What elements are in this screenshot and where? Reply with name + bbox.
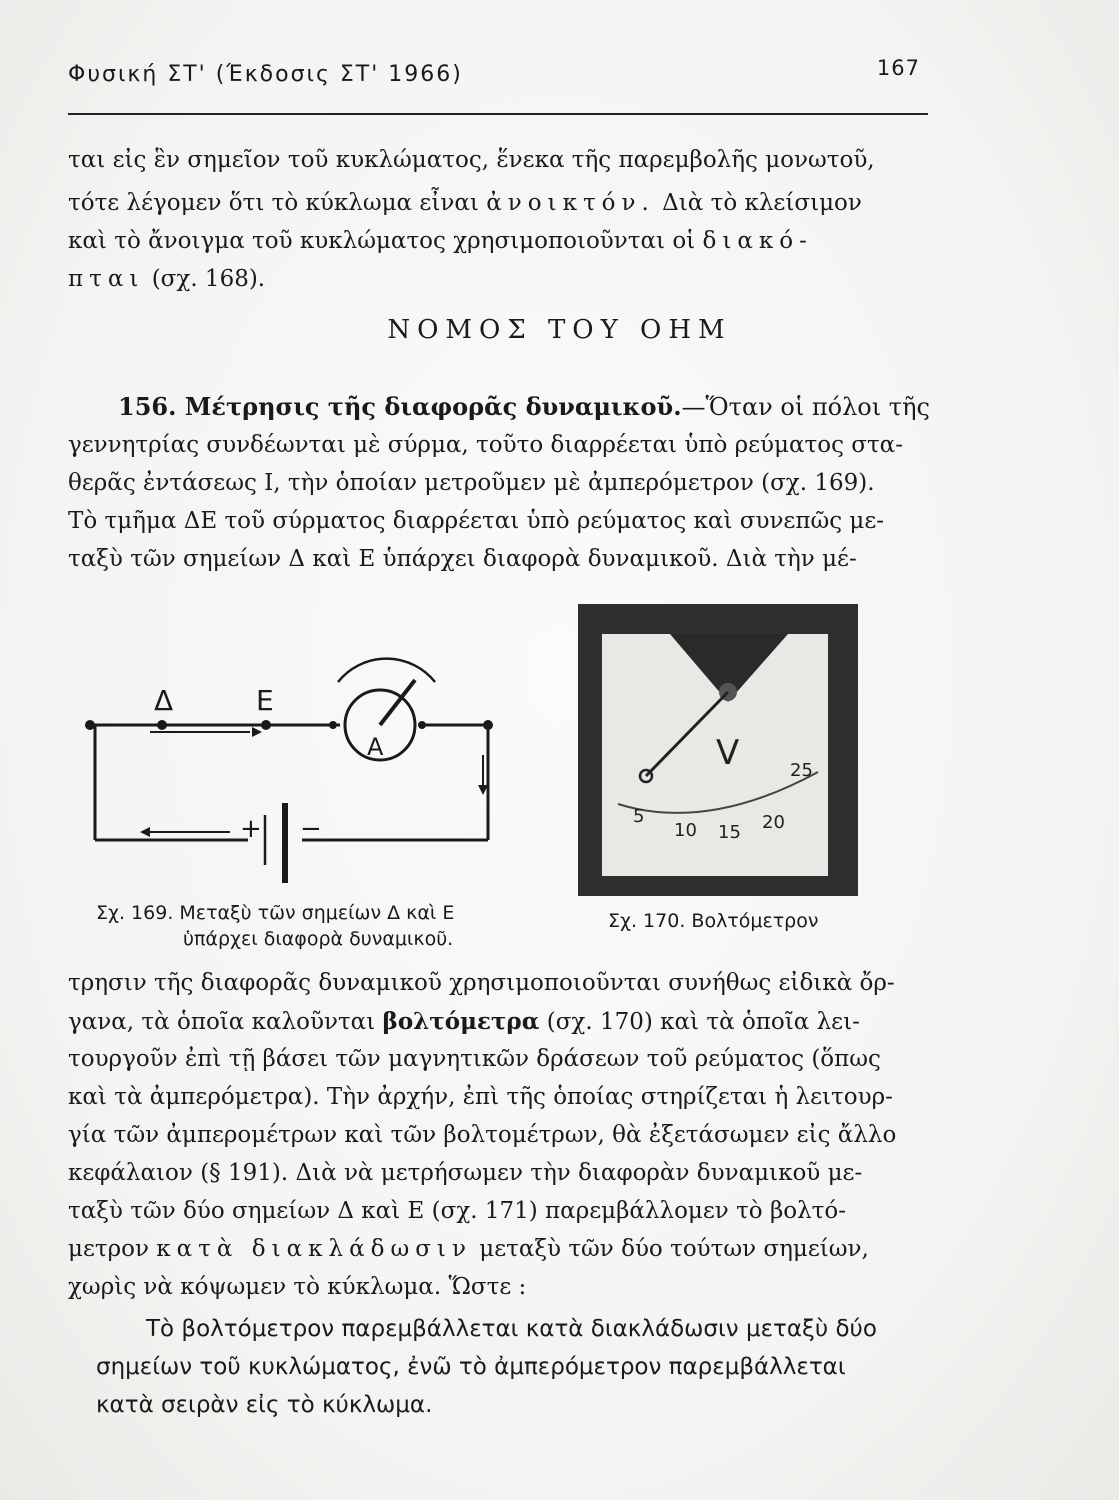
figure-170-caption: Σχ. 170. Βολτόμετρον bbox=[608, 910, 819, 932]
header-rule bbox=[68, 113, 928, 115]
intro-line-4 bbox=[68, 266, 265, 292]
section-title: 156. Μέτρησις τῆς διαφορᾶς δυναμικοῦ. bbox=[118, 392, 682, 421]
body-line-3: τουργοῦν ἐπὶ τῇ βάσει τῶν μαγνητικῶν δράσεων τοῦ ρεύματος (ὅπως bbox=[68, 1046, 881, 1072]
intro-line-2 bbox=[68, 190, 862, 216]
page-header bbox=[68, 56, 928, 87]
scale-10: 10 bbox=[674, 820, 697, 841]
body-line-1: τρησιν τῆς διαφορᾶς δυναμικοῦ χρησιμοποιοῦνται συνήθως εἰδικὰ ὄρ- bbox=[68, 970, 895, 996]
point-epsilon bbox=[261, 720, 271, 730]
intro-line-3-a: καὶ τὸ ἄνοιγμα τοῦ κυκλώματος χρησιμοποιοῦνται οἱ bbox=[68, 228, 696, 254]
section-line-1 bbox=[118, 392, 930, 421]
point-delta bbox=[157, 720, 167, 730]
chapter-heading: ΝΟΜΟΣ ΤΟΥ ΟΗΜ bbox=[387, 315, 732, 345]
section-line-5: ταξὺ τῶν σημείων Δ καὶ Ε ὑπάρχει διαφορὰ δυναμικοῦ. Διὰ τὴν μέ- bbox=[68, 546, 857, 572]
voltmeter-photo bbox=[578, 604, 858, 896]
section-line-3: θερᾶς ἐντάσεως Ι, τὴν ὁποίαν μετροῦμεν μὲ ἀμπερόμετρον (σχ. 169). bbox=[68, 470, 875, 496]
scale-15: 15 bbox=[718, 822, 741, 843]
body-line-8-a: μετρον bbox=[68, 1236, 149, 1262]
figure-169-caption-2: ὑπάρχει διαφορὰ δυναμικοῦ. bbox=[183, 928, 454, 950]
terminal-left bbox=[85, 720, 95, 730]
intro-line-2-c: Διὰ τὸ κλείσιμον bbox=[662, 190, 862, 216]
voltmeter-unit: V bbox=[716, 733, 740, 773]
intro-line-3 bbox=[68, 228, 813, 254]
intro-line-4-b: (σχ. 168). bbox=[151, 266, 266, 292]
body-line-8-c: μεταξὺ τῶν δύο τούτων σημείων, bbox=[479, 1236, 869, 1262]
scale-20: 20 bbox=[762, 812, 785, 833]
intro-line-4-a: πται bbox=[68, 266, 145, 292]
body-line-2-c: (σχ. 170) καὶ τὰ ὁποῖα λει- bbox=[546, 1009, 860, 1035]
section-line-1-rest: —Ὅταν οἱ πόλοι τῆς bbox=[681, 393, 930, 421]
ammeter-scale-arc bbox=[338, 659, 435, 682]
label-minus: − bbox=[300, 814, 322, 844]
ammeter-needle bbox=[380, 680, 415, 725]
intro-line-1: ται εἰς ἓν σημεῖον τοῦ κυκλώματος, ἕνεκα τῆς παρεμβολῆς μονωτοῦ, bbox=[68, 147, 875, 173]
intro-switch-term: διακό- bbox=[702, 228, 813, 254]
scale-25: 25 bbox=[790, 760, 813, 781]
ammeter-terminal-right bbox=[418, 721, 426, 729]
page-number: 167 bbox=[876, 56, 920, 80]
running-title: Φυσική ΣΤ' (Έκδοσις ΣΤ' 1966) bbox=[68, 62, 463, 87]
intro-open-term: ἀνοικτόν. bbox=[486, 190, 655, 216]
term-voltmeters: βολτόμετρα bbox=[382, 1008, 540, 1035]
body-line-8 bbox=[68, 1236, 869, 1262]
term-in-parallel: κατὰ διακλάδωσιν bbox=[156, 1236, 472, 1262]
rule-line-1: Τὸ βολτόμετρον παρεμβάλλεται κατὰ διακλάδωσιν μεταξὺ δύο bbox=[146, 1316, 877, 1342]
body-line-6: κεφάλαιον (§ 191). Διὰ νὰ μετρήσωμεν τὴν διαφορὰν δυναμικοῦ με- bbox=[68, 1160, 863, 1186]
body-line-2-a: γανα, τὰ ὁποῖα καλοῦνται bbox=[68, 1009, 376, 1035]
body-line-5: γία τῶν ἀμπερομέτρων καὶ τῶν βολτομέτρων, θὰ ἐξετάσωμεν εἰς ἄλλο bbox=[68, 1122, 897, 1148]
intro-line-2-a: τότε λέγομεν ὅτι τὸ κύκλωμα εἶναι bbox=[68, 190, 479, 216]
scale-5: 5 bbox=[633, 806, 645, 827]
label-epsilon: Ε bbox=[256, 684, 274, 717]
figure-169-caption-1: Σχ. 169. Μεταξὺ τῶν σημείων Δ καὶ Ε bbox=[96, 902, 455, 924]
label-ammeter: A bbox=[367, 733, 384, 761]
ammeter-terminal-left bbox=[329, 721, 337, 729]
body-line-2 bbox=[68, 1008, 860, 1035]
body-line-7: ταξὺ τῶν δύο σημείων Δ καὶ Ε (σχ. 171) παρεμβάλλομεν τὸ βολτό- bbox=[68, 1198, 847, 1224]
arrow-head-bottom bbox=[140, 827, 150, 837]
body-line-9: χωρὶς νὰ κόψωμεν τὸ κύκλωμα. Ὥστε : bbox=[68, 1274, 527, 1300]
terminal-right bbox=[483, 720, 493, 730]
rule-line-2: σημείων τοῦ κυκλώματος, ἐνῶ τὸ ἀμπερόμετρον παρεμβάλλεται bbox=[96, 1354, 846, 1380]
section-line-2: γεννητρίας συνδέωνται μὲ σύρμα, τοῦτο διαρρέεται ὑπὸ ρεύματος στα- bbox=[68, 432, 903, 458]
label-plus: + bbox=[240, 814, 262, 844]
label-delta: Δ bbox=[154, 684, 174, 717]
rule-line-3: κατὰ σειρὰν εἰς τὸ κύκλωμα. bbox=[96, 1392, 433, 1418]
section-line-4: Τὸ τμῆμα ΔΕ τοῦ σύρματος διαρρέεται ὑπὸ ρεύματος καὶ συνεπῶς με- bbox=[68, 508, 885, 534]
circuit-diagram bbox=[70, 640, 530, 900]
arrow-head-top bbox=[252, 727, 262, 737]
body-line-4: καὶ τὰ ἀμπερόμετρα). Τὴν ἀρχήν, ἐπὶ τῆς ὁποίας στηρίζεται ἡ λειτουρ- bbox=[68, 1084, 893, 1110]
